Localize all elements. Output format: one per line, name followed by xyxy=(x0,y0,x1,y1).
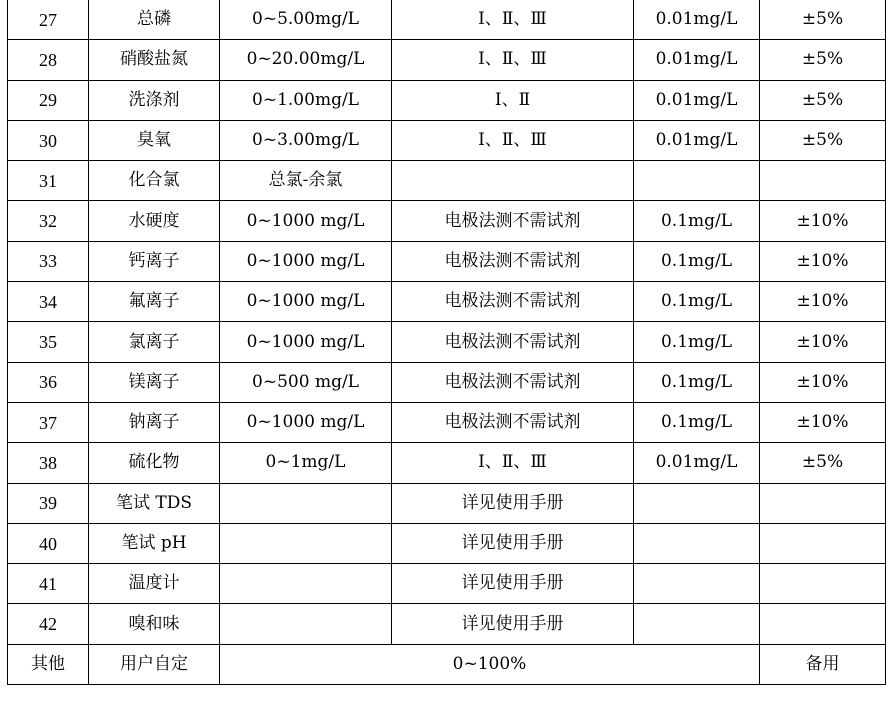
row-number: 41 xyxy=(8,564,89,604)
table-row xyxy=(8,120,886,160)
method-note: 电极法测不需试剂 xyxy=(392,241,634,281)
measurement-range: 0~3.00mg/L xyxy=(220,120,392,160)
table-row xyxy=(8,201,886,241)
parameter-name: 水硬度 xyxy=(89,201,220,241)
table-row xyxy=(8,523,886,563)
accuracy: ±5% xyxy=(760,40,886,80)
accuracy: ±10% xyxy=(760,402,886,442)
row-number: 42 xyxy=(8,604,89,644)
parameter-name: 氯离子 xyxy=(89,322,220,362)
parameter-name: 用户自定 xyxy=(89,644,220,684)
resolution: 0.1mg/L xyxy=(634,402,760,442)
method-note: 电极法测不需试剂 xyxy=(392,402,634,442)
method-note: Ⅰ、Ⅱ、Ⅲ xyxy=(392,40,634,80)
method-note: Ⅰ、Ⅱ xyxy=(392,80,634,120)
parameter-name: 钙离子 xyxy=(89,241,220,281)
table-row xyxy=(8,322,886,362)
table-row xyxy=(8,80,886,120)
table-footer xyxy=(8,644,886,684)
row-number: 35 xyxy=(8,322,89,362)
parameter-name: 洗涤剂 xyxy=(89,80,220,120)
parameter-name: 笔试 TDS xyxy=(89,483,220,523)
parameter-name: 镁离子 xyxy=(89,362,220,402)
table-row xyxy=(8,443,886,483)
parameter-name: 嗅和味 xyxy=(89,604,220,644)
resolution: 0.1mg/L xyxy=(634,322,760,362)
measurement-range: 0~1000 mg/L xyxy=(220,241,392,281)
table-row xyxy=(8,362,886,402)
table-row-other xyxy=(8,644,886,684)
method-note: 详见使用手册 xyxy=(392,604,634,644)
accuracy: ±10% xyxy=(760,282,886,322)
method-note: 电极法测不需试剂 xyxy=(392,201,634,241)
row-number: 27 xyxy=(8,0,89,40)
row-number: 38 xyxy=(8,443,89,483)
measurement-range: 0~1mg/L xyxy=(220,443,392,483)
resolution: 0.1mg/L xyxy=(634,362,760,402)
parameter-name: 氟离子 xyxy=(89,282,220,322)
row-number: 30 xyxy=(8,120,89,160)
row-number: 34 xyxy=(8,282,89,322)
table-row xyxy=(8,0,886,40)
row-number: 28 xyxy=(8,40,89,80)
row-number: 37 xyxy=(8,402,89,442)
resolution: 0.01mg/L xyxy=(634,443,760,483)
measurement-range xyxy=(220,483,392,523)
parameter-name: 钠离子 xyxy=(89,402,220,442)
method-note: 详见使用手册 xyxy=(392,483,634,523)
accuracy xyxy=(760,523,886,563)
accuracy xyxy=(760,604,886,644)
parameter-name: 温度计 xyxy=(89,564,220,604)
parameter-name: 硫化物 xyxy=(89,443,220,483)
method-note: 电极法测不需试剂 xyxy=(392,322,634,362)
table-row xyxy=(8,241,886,281)
resolution: 0.01mg/L xyxy=(634,0,760,40)
accuracy: 备用 xyxy=(760,644,886,684)
method-note: 电极法测不需试剂 xyxy=(392,282,634,322)
row-number: 其他 xyxy=(8,644,89,684)
measurement-range: 0~1000 mg/L xyxy=(220,282,392,322)
method-note: Ⅰ、Ⅱ、Ⅲ xyxy=(392,0,634,40)
measurement-range: 0~500 mg/L xyxy=(220,362,392,402)
parameter-table xyxy=(7,0,886,685)
measurement-range: 0~100% xyxy=(220,644,760,684)
resolution: 0.01mg/L xyxy=(634,80,760,120)
measurement-range: 总氯-余氯 xyxy=(220,161,392,201)
method-note: 电极法测不需试剂 xyxy=(392,362,634,402)
row-number: 29 xyxy=(8,80,89,120)
resolution xyxy=(634,483,760,523)
measurement-range: 0~5.00mg/L xyxy=(220,0,392,40)
accuracy xyxy=(760,161,886,201)
row-number: 32 xyxy=(8,201,89,241)
resolution: 0.01mg/L xyxy=(634,120,760,160)
parameter-name: 总磷 xyxy=(89,0,220,40)
resolution: 0.01mg/L xyxy=(634,40,760,80)
accuracy: ±5% xyxy=(760,120,886,160)
table-row xyxy=(8,40,886,80)
measurement-range: 0~20.00mg/L xyxy=(220,40,392,80)
measurement-range: 0~1000 mg/L xyxy=(220,201,392,241)
accuracy: ±10% xyxy=(760,201,886,241)
resolution xyxy=(634,161,760,201)
method-note: Ⅰ、Ⅱ、Ⅲ xyxy=(392,120,634,160)
table-body xyxy=(8,0,886,644)
accuracy: ±10% xyxy=(760,322,886,362)
accuracy xyxy=(760,483,886,523)
method-note xyxy=(392,161,634,201)
row-number: 33 xyxy=(8,241,89,281)
row-number: 39 xyxy=(8,483,89,523)
table-row xyxy=(8,161,886,201)
row-number: 40 xyxy=(8,523,89,563)
row-number: 31 xyxy=(8,161,89,201)
measurement-range: 0~1.00mg/L xyxy=(220,80,392,120)
table-row xyxy=(8,483,886,523)
measurement-range: 0~1000 mg/L xyxy=(220,322,392,362)
row-number: 36 xyxy=(8,362,89,402)
table-row xyxy=(8,282,886,322)
accuracy: ±10% xyxy=(760,241,886,281)
accuracy: ±5% xyxy=(760,80,886,120)
measurement-range xyxy=(220,604,392,644)
method-note: 详见使用手册 xyxy=(392,564,634,604)
table-row xyxy=(8,402,886,442)
accuracy: ±10% xyxy=(760,362,886,402)
measurement-range xyxy=(220,564,392,604)
measurement-range xyxy=(220,523,392,563)
accuracy: ±5% xyxy=(760,0,886,40)
method-note: 详见使用手册 xyxy=(392,523,634,563)
resolution xyxy=(634,564,760,604)
accuracy: ±5% xyxy=(760,443,886,483)
accuracy xyxy=(760,564,886,604)
parameter-name: 臭氧 xyxy=(89,120,220,160)
parameter-name: 笔试 pH xyxy=(89,523,220,563)
resolution: 0.1mg/L xyxy=(634,282,760,322)
table-row xyxy=(8,604,886,644)
table-row xyxy=(8,564,886,604)
resolution xyxy=(634,523,760,563)
measurement-range: 0~1000 mg/L xyxy=(220,402,392,442)
parameter-name: 化合氯 xyxy=(89,161,220,201)
method-note: Ⅰ、Ⅱ、Ⅲ xyxy=(392,443,634,483)
parameter-name: 硝酸盐氮 xyxy=(89,40,220,80)
resolution: 0.1mg/L xyxy=(634,201,760,241)
resolution xyxy=(634,604,760,644)
resolution: 0.1mg/L xyxy=(634,241,760,281)
